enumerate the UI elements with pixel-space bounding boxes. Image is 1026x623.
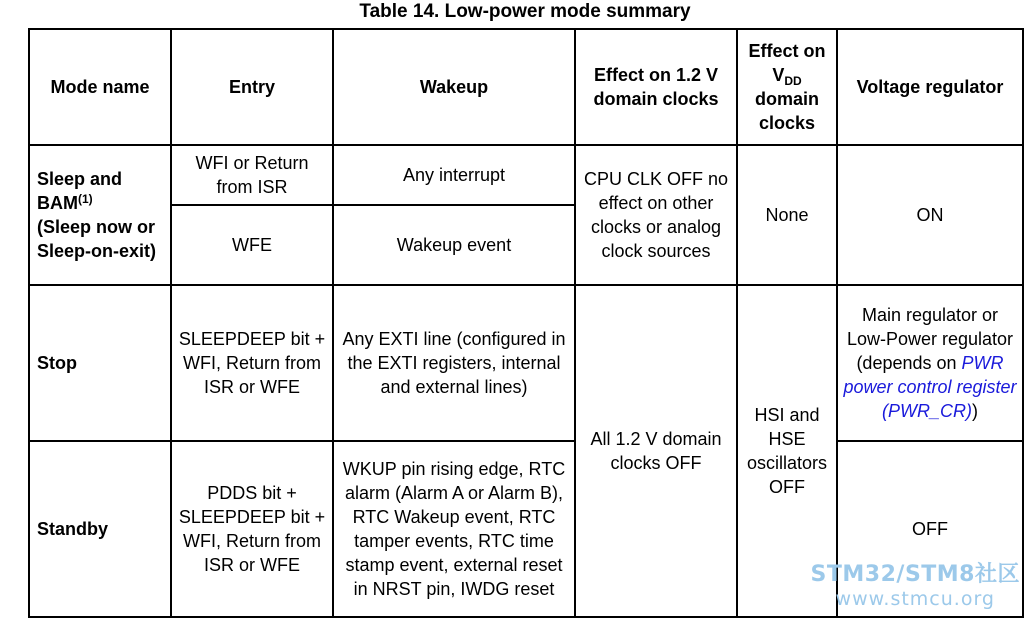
standby-regulator: OFF	[837, 441, 1023, 617]
sleep-wakeup-interrupt: Any interrupt	[333, 145, 575, 205]
sleep-regulator: ON	[837, 145, 1023, 285]
mode-stop: Stop	[29, 285, 171, 441]
watermark-url: www.stmcu.org	[835, 588, 995, 610]
header-effect-vdd: Effect on $V_{DD}$ domain clocks	[737, 29, 837, 145]
shared-effect-vdd: HSI and HSE oscillators OFF	[737, 285, 837, 617]
table-row	[29, 145, 1023, 205]
mode-sleep: Sleep and BAM$^{(1)}$ (Sleep now or Sleep-on-exit)	[29, 145, 171, 285]
stop-regulator: Main regulator or Low-Power regulator (depends on PWR power control register (PWR_CR))	[837, 285, 1023, 441]
watermark	[811, 562, 1020, 610]
standby-entry: PDDS bit + SLEEPDEEP bit + WFI, Return from ISR or WFE	[171, 441, 333, 617]
shared-effect-12v: All 1.2 V domain clocks OFF	[575, 285, 737, 617]
pwr-cr-link[interactable]: PWR power control register (PWR_CR)	[843, 353, 1017, 421]
sleep-effect-vdd: None	[737, 145, 837, 285]
header-effect-12v: Effect on 1.2 V domain clocks	[575, 29, 737, 145]
header-entry: Entry	[171, 29, 333, 145]
sleep-entry-wfi: WFI or Return from ISR	[171, 145, 333, 205]
stop-entry: SLEEPDEEP bit + WFI, Return from ISR or WFE	[171, 285, 333, 441]
watermark-title: STM32/STM8社区	[810, 562, 1020, 587]
header-row	[29, 29, 1023, 145]
table-row	[29, 285, 1023, 441]
mode-standby: Standby	[29, 441, 171, 617]
stop-wakeup: Any EXTI line (configured in the EXTI registers, internal and external lines)	[333, 285, 575, 441]
header-voltage-regulator: Voltage regulator	[837, 29, 1023, 145]
standby-wakeup: WKUP pin rising edge, RTC alarm (Alarm A or Alarm B), RTC Wakeup event, RTC tamper events, RTC time stamp event, external reset in NRST pin, IWDG reset	[333, 441, 575, 617]
header-wakeup: Wakeup	[333, 29, 575, 145]
table-caption: Table 14. Low-power mode summary	[359, 1, 691, 22]
sleep-effect-12v: CPU CLK OFF no effect on other clocks or analog clock sources	[575, 145, 737, 285]
sleep-entry-wfe: WFE	[171, 205, 333, 285]
low-power-mode-table	[28, 28, 1024, 618]
sleep-wakeup-event: Wakeup event	[333, 205, 575, 285]
header-mode-name: Mode name	[29, 29, 171, 145]
